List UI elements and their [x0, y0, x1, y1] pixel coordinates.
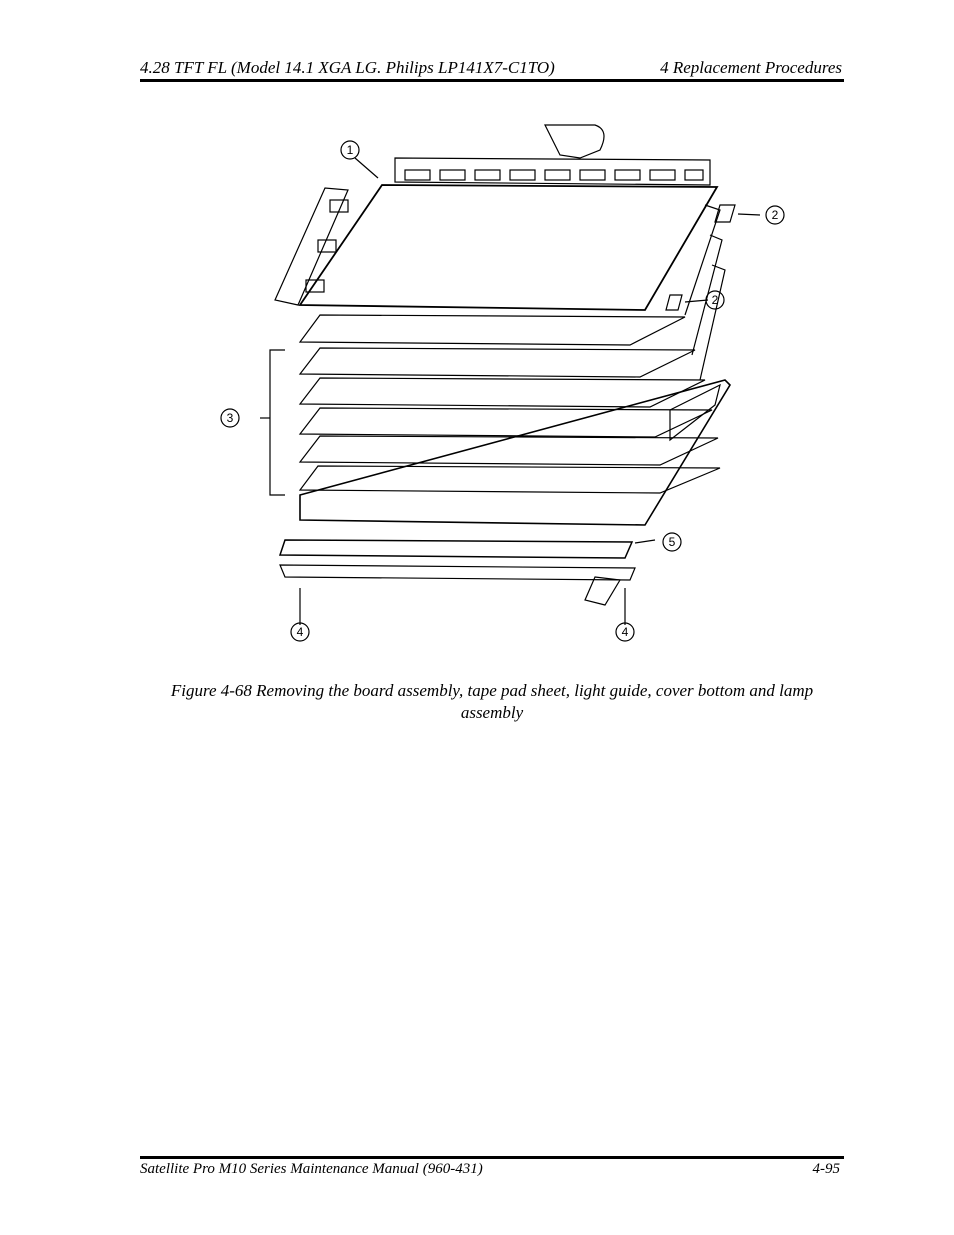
- sheet-1: [300, 315, 685, 345]
- leader-1: [355, 158, 378, 178]
- chapter-title: 4 Replacement Procedures: [660, 58, 842, 77]
- page-footer: [140, 1160, 844, 1182]
- callout-2b: 2: [711, 293, 719, 307]
- lcd-exploded-view: [200, 110, 779, 650]
- top-board-assembly: [395, 158, 710, 185]
- tape-pad-upper: [715, 205, 735, 222]
- figure-caption: Figure 4-68 Removing the board assembly, tape pad sheet, light guide, cover bottom and lamp assembly: [170, 681, 814, 722]
- tape-pad-lower: [666, 295, 682, 310]
- section-title: 4.28 TFT FL (Model 14.1 XGA LG. Philips LP141X7-C1TO): [140, 58, 555, 77]
- callout-5: 5: [668, 535, 676, 549]
- callout-2a: 2: [771, 208, 779, 222]
- leader-2b: [685, 300, 708, 302]
- sheet-4: [300, 408, 712, 437]
- cover-bottom: [280, 565, 635, 580]
- flex-cable: [545, 125, 604, 158]
- sheet-5: [300, 436, 718, 465]
- footer-rule: [140, 1156, 844, 1159]
- callout-4a: 4: [296, 625, 304, 639]
- sheets-bracket: [270, 350, 285, 495]
- page-number: 4-95: [812, 1161, 840, 1177]
- manual-title: Satellite Pro M10 Series Maintenance Manual (960-431): [140, 1161, 483, 1177]
- back-edge-3: [700, 265, 725, 380]
- sheet-2: [300, 348, 695, 377]
- cover-frame: [300, 380, 730, 525]
- exploded-diagram: [200, 110, 779, 650]
- page-header: [140, 56, 844, 80]
- callout-3: 3: [226, 411, 234, 425]
- header-rule: [140, 79, 844, 82]
- lcd-panel: [300, 185, 717, 310]
- side-board-slots: [306, 200, 348, 292]
- top-board-slots: [405, 170, 703, 180]
- callout-4b: 4: [621, 625, 629, 639]
- lamp-connector: [585, 577, 620, 605]
- sheet-6: [300, 466, 720, 493]
- callout-1: 1: [346, 143, 354, 157]
- leader-2a: [738, 214, 760, 215]
- lamp-assembly: [280, 540, 632, 558]
- leader-5: [635, 540, 655, 543]
